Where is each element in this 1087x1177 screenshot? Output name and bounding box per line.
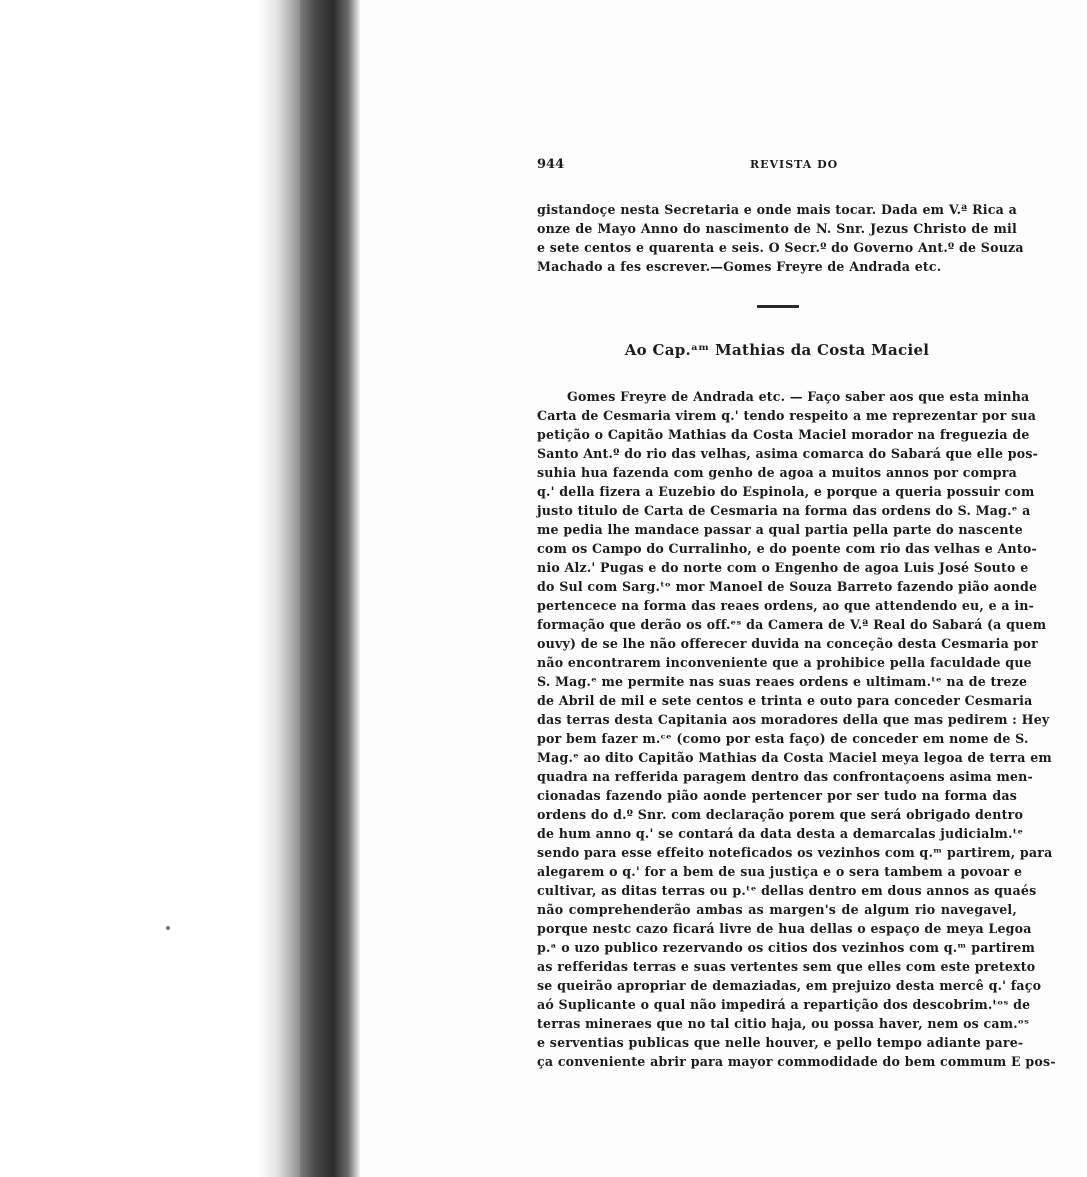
- text-line: se queirão apropriar de demaziadas, em prejuizo desta mercê q.' faço: [537, 978, 1042, 993]
- text-line: ordens do d.º Snr. com declaração porem que será obrigado dentro: [537, 807, 1024, 822]
- text-line: Machado a fes escrever.—Gomes Freyre de Andrada etc.: [537, 259, 942, 274]
- text-line: formação que derão os off.ᵉˢ da Camera de V.ª Real do Sabará (a quem: [537, 617, 1047, 632]
- main-paragraph: [537, 387, 1056, 1071]
- text-line: das terras desta Capitania aos moradores della que mas pedirem : Hey: [537, 712, 1050, 727]
- text-line: e sete centos e quarenta e seis. O Secr.º do Governo Ant.º de Souza: [537, 240, 1024, 255]
- text-line: cultivar, as ditas terras ou p.ᵗᵉ dellas dentro em dous annos as quaés: [537, 883, 1037, 898]
- text-line: alegarem o q.' for a bem de sua justiça e o sera tambem a povoar e: [537, 864, 1023, 879]
- text-line: e serventias publicas que nelle houver, e pello tempo adiante pare-: [537, 1035, 1024, 1050]
- page-number: 944: [537, 157, 565, 172]
- text-line: as refferidas terras e suas vertentes sem que elles com este pretexto: [537, 959, 1036, 974]
- running-head: REVISTA DO: [750, 158, 839, 171]
- text-line: gistandoçe nesta Secretaria e onde mais tocar. Dada em V.ª Rica a: [537, 202, 1017, 217]
- text-line: terras mineraes que no tal citio haja, ou possa haver, nem os cam.ᵒˢ: [537, 1016, 1030, 1031]
- text-line: de Abril de mil e sete centos e trinta e outo para conceder Cesmaria: [537, 693, 1033, 708]
- text-line: pertencece na forma das reaes ordens, ao que attendendo eu, e a in-: [537, 598, 1035, 613]
- text-line: de hum anno q.' se contará da data desta a demarcalas judicialm.ᵗᵉ: [537, 826, 1024, 841]
- text-line: do Sul com Sarg.ᵗᵒ mor Manoel de Souza Barreto fazendo pião aonde: [537, 579, 1038, 594]
- text-line: Santo Ant.º do rio das velhas, asima comarca do Sabará que elle pos-: [537, 446, 1039, 461]
- text-line: suhia hua fazenda com genho de agoa a muitos annos por compra: [537, 465, 1017, 480]
- text-line: por bem fazer m.ᶜᵉ (como por esta faço) de conceder em nome de S.: [537, 731, 1029, 746]
- text-line: Gomes Freyre de Andrada etc. — Faço saber aos que esta minha: [567, 389, 1030, 404]
- text-line: quadra na refferida paragem dentro das confrontaçoens asima men-: [537, 769, 1033, 784]
- text-line: onze de Mayo Anno do nascimento de N. Snr. Jezus Christo de mil: [537, 221, 1017, 236]
- text-line: sendo para esse effeito noteficados os vezinhos com q.ᵐ partirem, para: [537, 845, 1053, 860]
- opening-paragraph: [537, 200, 1024, 276]
- text-line: aó Suplicante o qual não impedirá a repartição dos descobrim.ᵗᵒˢ de: [537, 997, 1031, 1012]
- text-line: q.' della fizera a Euzebio do Espinola, e porque a queria possuir com: [537, 484, 1035, 499]
- text-line: com os Campo do Curralinho, e do poente com rio das velhas e Anto-: [537, 541, 1037, 556]
- section-title: Ao Cap.ᵃᵐ Mathias da Costa Maciel: [624, 341, 930, 359]
- text-line: p.ᵃ o uzo publico rezervando os citios dos vezinhos com q.ᵐ partirem: [537, 940, 1036, 955]
- paper-speck: [166, 926, 170, 930]
- text-line: petição o Capitão Mathias da Costa Maciel morador na freguezia de: [537, 427, 1030, 442]
- section-divider: [757, 305, 799, 308]
- text-line: S. Mag.ᵉ me permite nas suas reaes ordens e ultimam.ᵗᵉ na de treze: [537, 674, 1028, 689]
- text-line: Mag.ᵉ ao dito Capitão Mathias da Costa Maciel meya legoa de terra em: [537, 750, 1052, 765]
- text-line: não encontrarem inconveniente que a prohibice pella faculdade que: [537, 655, 1032, 670]
- text-line: me pedia lhe mandace passar a qual partia pella parte do nascente: [537, 522, 1024, 537]
- book-gutter-shadow: [300, 0, 360, 1177]
- text-line: nio Alz.' Pugas e do norte com o Engenho de agoa Luis José Souto e: [537, 560, 1029, 575]
- text-line: porque nestc cazo ficará livre de hua dellas o espaço de meya Legoa: [537, 921, 1032, 936]
- text-line: justo titulo de Carta de Cesmaria na forma das ordens do S. Mag.ᵉ a: [537, 503, 1031, 518]
- text-line: Carta de Cesmaria virem q.' tendo respeito a me reprezentar por sua: [537, 408, 1037, 423]
- text-line: não comprehenderão ambas as margen's de algum rio navegavel,: [537, 902, 1017, 917]
- text-line: ouvy) de se lhe não offerecer duvida na conceção desta Cesmaria por: [537, 636, 1038, 651]
- text-line: ça conveniente abrir para mayor commodidade do bem commum E pos-: [537, 1054, 1056, 1069]
- text-line: cionadas fazendo pião aonde pertencer por ser tudo na forma das: [537, 788, 1017, 803]
- blank-facing-page: [0, 0, 300, 1177]
- page-header: [537, 157, 1014, 175]
